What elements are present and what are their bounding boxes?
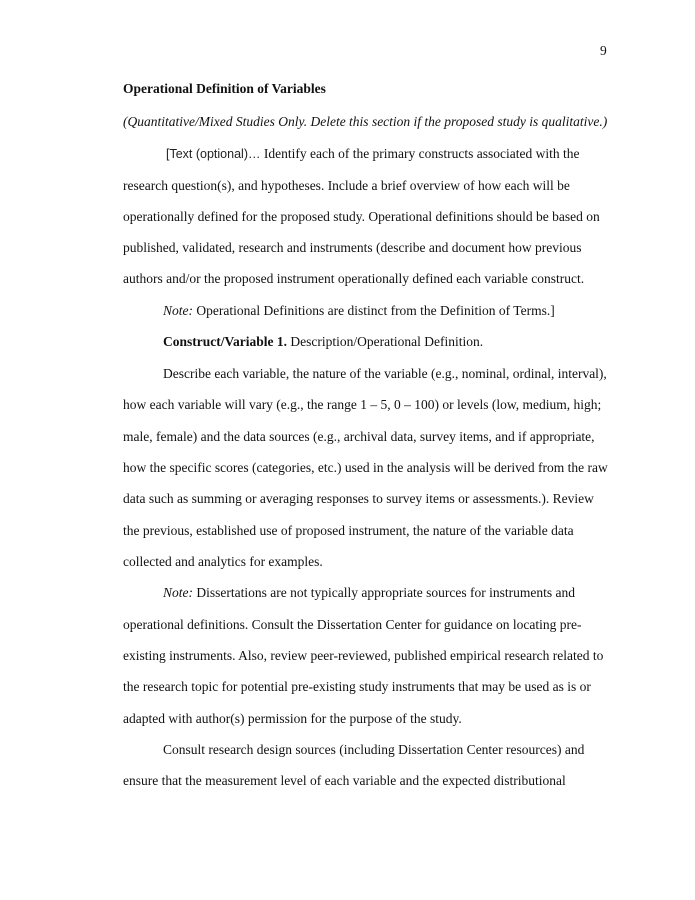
- para1-line5: authors and/or the proposed instrument operationally defined each variable construct.: [123, 271, 585, 286]
- para3-line2: ensure that the measurement level of each variable and the expected distributional: [123, 773, 566, 788]
- para1-line1-text: Identify each of the primary constructs associated with the: [260, 146, 580, 161]
- note2-line1-text: Dissertations are not typically appropriate sources for instruments and: [193, 585, 576, 600]
- construct-text: Description/Operational Definition.: [287, 334, 484, 349]
- note2-line5: adapted with author(s) permission for the purpose of the study.: [123, 711, 462, 726]
- para1-line3: operationally defined for the proposed study. Operational definitions should be based on: [123, 209, 600, 224]
- note2-line2: operational definitions. Consult the Dissertation Center for guidance on locating pre-: [123, 617, 582, 632]
- page-number: 9: [600, 43, 607, 58]
- para2-line4: how the specific scores (categories, etc.) used in the analysis will be derived from the raw: [123, 460, 608, 475]
- para1-line2: research question(s), and hypotheses. Include a brief overview of how each will be: [123, 178, 570, 193]
- para2-line1: Describe each variable, the nature of the variable (e.g., nominal, ordinal, interval),: [163, 366, 607, 381]
- section-heading: Operational Definition of Variables: [123, 81, 326, 96]
- note2-line3: existing instruments. Also, review peer-reviewed, published empirical research related to: [123, 648, 604, 663]
- note2-line1: [163, 585, 575, 601]
- section-subtitle: (Quantitative/Mixed Studies Only. Delete this section if the proposed study is qualitative.): [123, 114, 608, 129]
- note2-line4: the research topic for potential pre-existing study instruments that may be used as is or: [123, 679, 591, 694]
- para2-line3: male, female) and the data sources (e.g., archival data, survey items, and if appropriate,: [123, 429, 595, 444]
- para1-line1: [166, 146, 580, 162]
- construct-label: Construct/Variable 1.: [163, 334, 287, 349]
- para1-line4: published, validated, research and instruments (describe and document how previous: [123, 240, 582, 255]
- optional-text-prefix: [Text (optional)…: [166, 147, 261, 161]
- para2-line5: data such as summing or averaging responses to survey items or assessments.). Review: [123, 491, 594, 506]
- construct-heading: [163, 334, 483, 350]
- note1-label: Note:: [163, 303, 193, 318]
- para2-line6: the previous, established use of proposed instrument, the nature of the variable data: [123, 523, 574, 538]
- note1: [163, 303, 555, 319]
- para3-line1: Consult research design sources (including Dissertation Center resources) and: [163, 742, 585, 757]
- para2-line7: collected and analytics for examples.: [123, 554, 323, 569]
- note2-label: Note:: [163, 585, 193, 600]
- para2-line2: how each variable will vary (e.g., the range 1 – 5, 0 – 100) or levels (low, medium, high;: [123, 397, 602, 412]
- note1-text: Operational Definitions are distinct from the Definition of Terms.]: [193, 303, 555, 318]
